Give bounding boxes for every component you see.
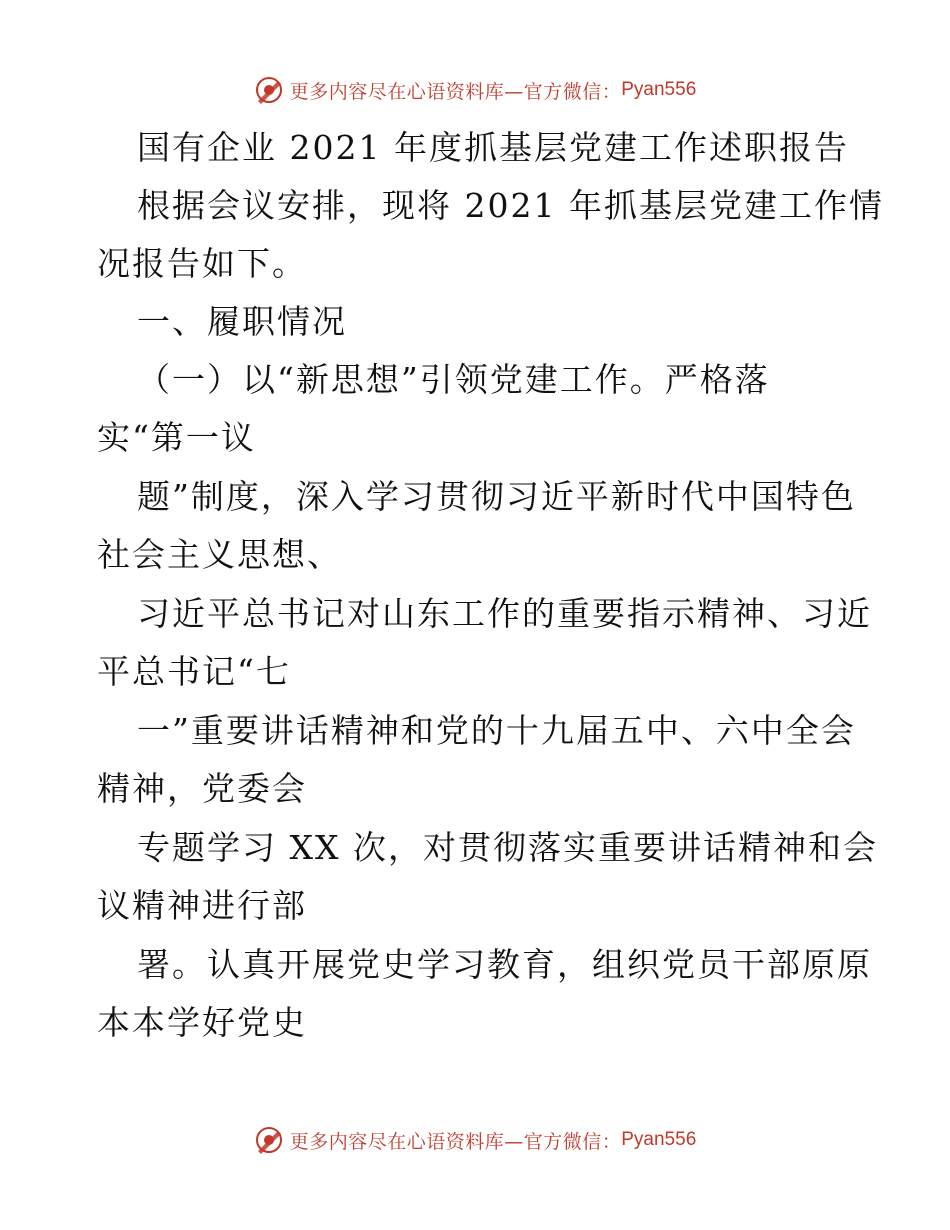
body-line: 一”重要讲话精神和党的十九届五中、六中全会 <box>137 711 856 750</box>
watermark-header <box>0 72 950 108</box>
body-line: 专题学习 XX 次，对贯彻落实重要讲话精神和会 <box>137 828 878 867</box>
body-line: 题”制度，深入学习贯彻习近平新时代中国特色 <box>137 477 856 516</box>
body-line: 习近平总书记对山东工作的重要指示精神、习近 <box>137 594 872 633</box>
watermark-text: 更多内容尽在心语资料库—官方微信： <box>289 1130 622 1153</box>
body-line: 平总书记“七 <box>97 652 291 691</box>
body-line: 议精神进行部 <box>97 886 307 925</box>
body-line: 社会主义思想、 <box>97 535 342 574</box>
watermark-text: 更多内容尽在心语资料库—官方微信： <box>289 80 622 103</box>
watermark-wechat-id: Pyan556 <box>621 79 697 100</box>
body-line: 署。认真开展党史学习教育，组织党员干部原原 <box>137 945 872 984</box>
subsection-heading: （一）以“新思想”引领党建工作。严格落 <box>137 360 770 399</box>
body-line: 本本学好党史 <box>97 1003 307 1042</box>
watermark-wechat-id: Pyan556 <box>621 1129 697 1150</box>
document-title: 国有企业 2021 年度抓基层党建工作述职报告 <box>137 128 849 167</box>
pen-logo-icon <box>254 75 284 105</box>
watermark-footer <box>0 1122 950 1158</box>
body-line: 根据会议安排，现将 2021 年抓基层党建工作情 <box>137 186 884 225</box>
section-heading: 一、履职情况 <box>137 302 347 341</box>
body-line: 精神，党委会 <box>97 769 307 808</box>
body-line: 实“第一议 <box>97 418 256 457</box>
body-line: 况报告如下。 <box>97 244 307 283</box>
pen-logo-icon <box>254 1125 284 1155</box>
